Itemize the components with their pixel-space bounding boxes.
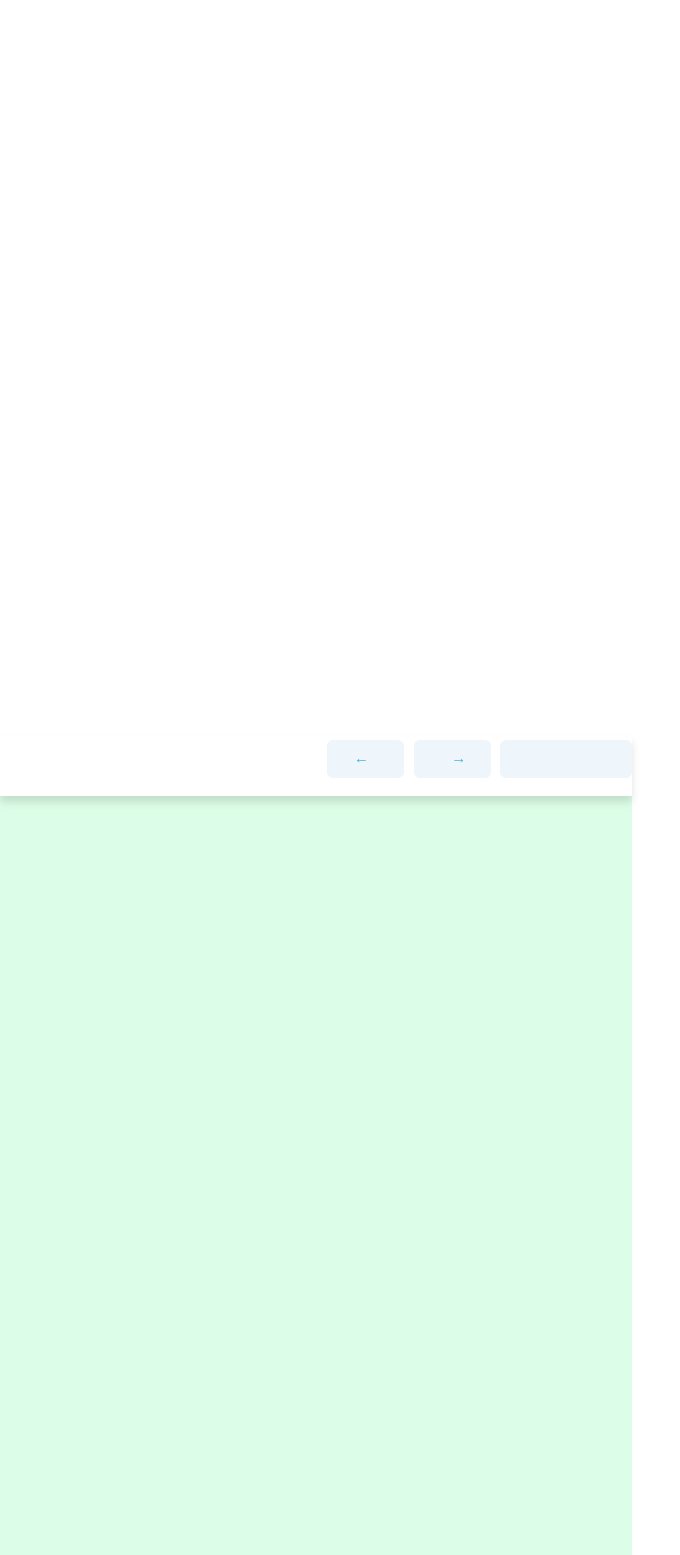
all-exercises-button[interactable] (500, 740, 632, 778)
arrow-left-icon: ← (353, 750, 369, 767)
exercise-nav-bar (0, 736, 632, 796)
answer-panel (0, 790, 632, 1555)
arrow-right-icon: → (451, 750, 467, 767)
prev-exercise-button[interactable] (327, 740, 404, 778)
next-exercise-button[interactable] (414, 740, 491, 778)
